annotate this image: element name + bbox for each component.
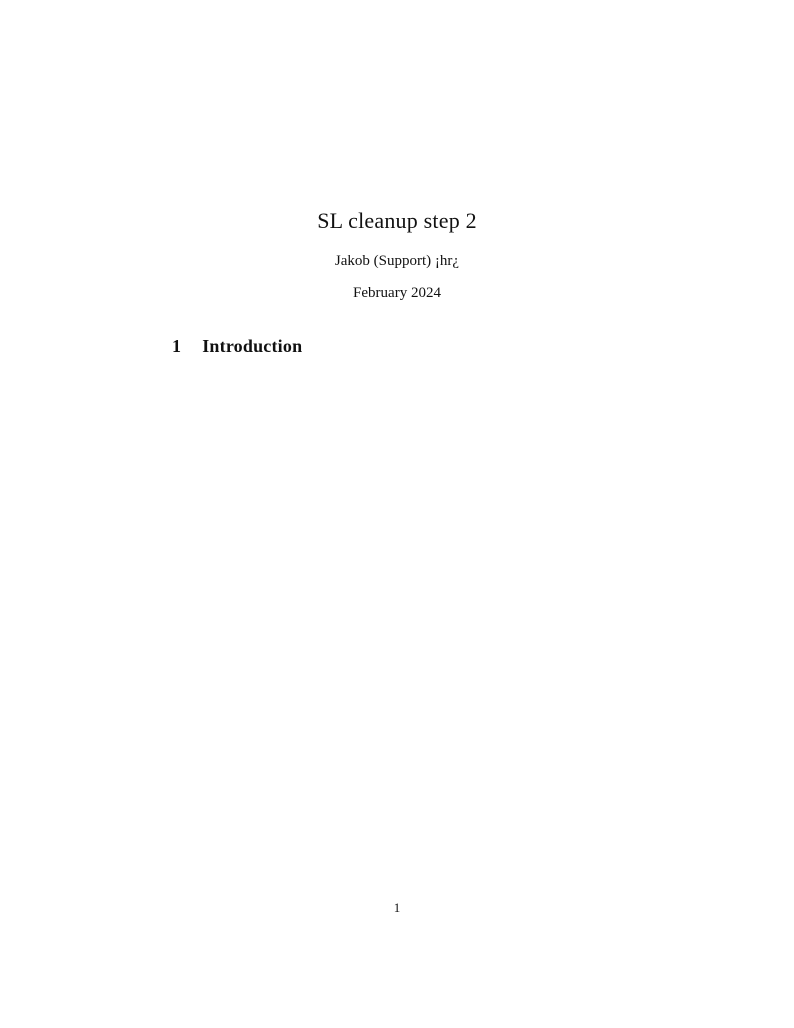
paper-title: SL cleanup step 2	[317, 208, 477, 233]
section-title: Introduction	[202, 336, 303, 356]
paper-author: Jakob (Support) ¡hr¿	[334, 253, 460, 269]
section-number: 1	[172, 336, 182, 356]
paper-date: February 2024	[353, 285, 441, 301]
section-heading-introduction	[172, 336, 302, 358]
title-block	[0, 208, 794, 234]
page-number: 1	[393, 900, 401, 915]
